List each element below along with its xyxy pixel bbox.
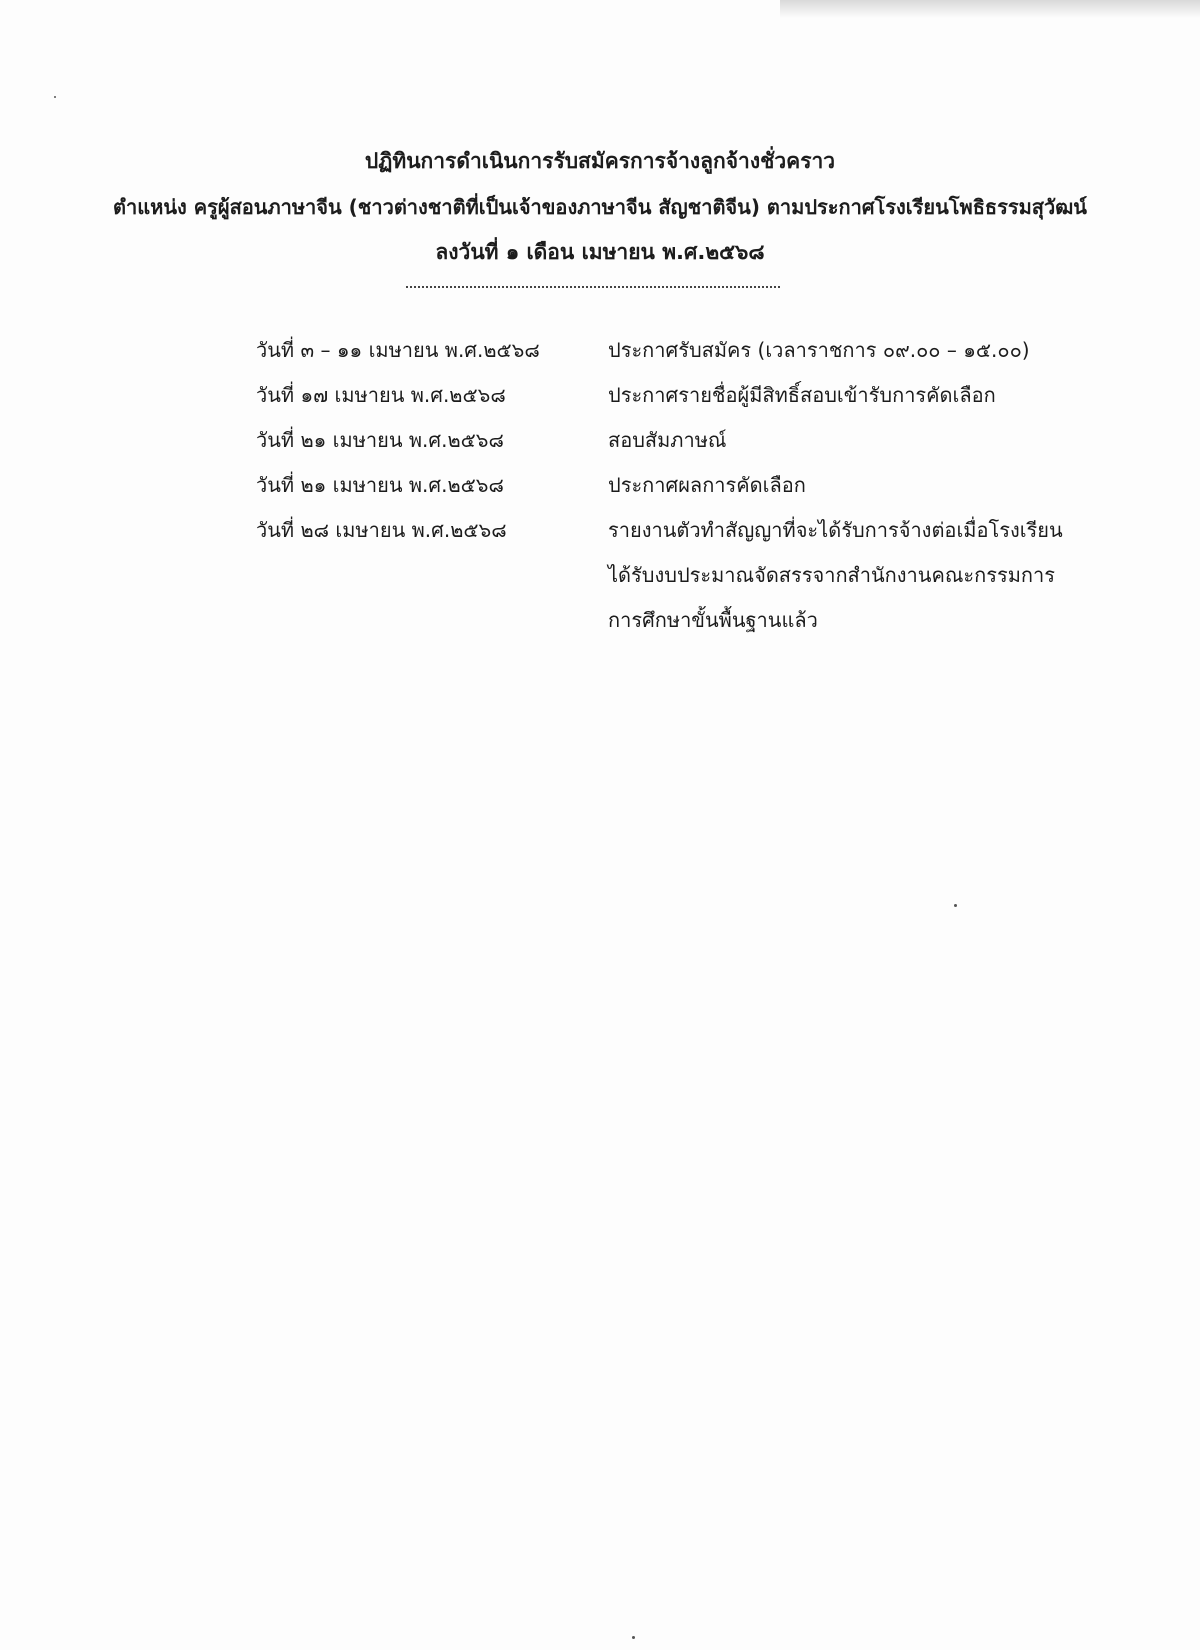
schedule-description: [608, 373, 1048, 418]
description-line: รายงานตัวทำสัญญาที่จะได้รับการจ้างต่อเมื่อโรงเรียน: [608, 518, 1063, 542]
scan-speck: [632, 1636, 635, 1639]
description-line: สอบสัมภาษณ์: [608, 428, 727, 452]
schedule-date: วันที่ ๑๗ เมษายน พ.ศ.๒๕๖๘: [256, 383, 506, 407]
schedule-description: [608, 328, 1048, 373]
position-subtitle: ตำแหน่ง ครูผู้สอนภาษาจีน (ชาวต่างชาติที่เป็นเจ้าของภาษาจีน สัญชาติจีน) ตามประกาศโรงเรียนโพธิธรรมสุวัฒน์: [113, 195, 1087, 219]
description-line: ประกาศรายชื่อผู้มีสิทธิ์สอบเข้ารับการคัดเลือก: [608, 383, 996, 407]
schedule-date: วันที่ ๒๑ เมษายน พ.ศ.๒๕๖๘: [256, 473, 504, 497]
schedule-date: วันที่ ๒๑ เมษายน พ.ศ.๒๕๖๘: [256, 428, 504, 452]
schedule-description: [608, 418, 1048, 463]
schedule-row: [256, 508, 1063, 643]
schedule-description: [608, 463, 1048, 508]
scan-speck: [954, 904, 957, 907]
schedule-row: [256, 463, 1056, 508]
description-line: การศึกษาขั้นพื้นฐานแล้ว: [608, 608, 818, 632]
schedule-row: [256, 328, 1056, 373]
description-line: ประกาศรับสมัคร (เวลาราชการ ๐๙.๐๐ – ๑๕.๐๐): [608, 338, 1030, 362]
description-line: ได้รับงบประมาณจัดสรรจากสำนักงานคณะกรรมการ: [608, 563, 1055, 587]
schedule-row: [256, 373, 1056, 418]
schedule-date: วันที่ ๓ – ๑๑ เมษายน พ.ศ.๒๕๖๘: [256, 338, 540, 362]
schedule-list: [256, 328, 1063, 643]
dotted-separator: [406, 286, 780, 288]
schedule-date: วันที่ ๒๘ เมษายน พ.ศ.๒๕๖๘: [256, 518, 507, 542]
document-title: ปฏิทินการดำเนินการรับสมัครการจ้างลูกจ้างชั่วคราว: [364, 149, 836, 173]
announcement-date: ลงวันที่ ๑ เดือน เมษายน พ.ศ.๒๕๖๘: [435, 240, 765, 264]
schedule-row: [256, 418, 1056, 463]
description-line: ประกาศผลการคัดเลือก: [608, 473, 806, 497]
schedule-description: [608, 508, 1063, 643]
scan-speck: [54, 96, 56, 98]
